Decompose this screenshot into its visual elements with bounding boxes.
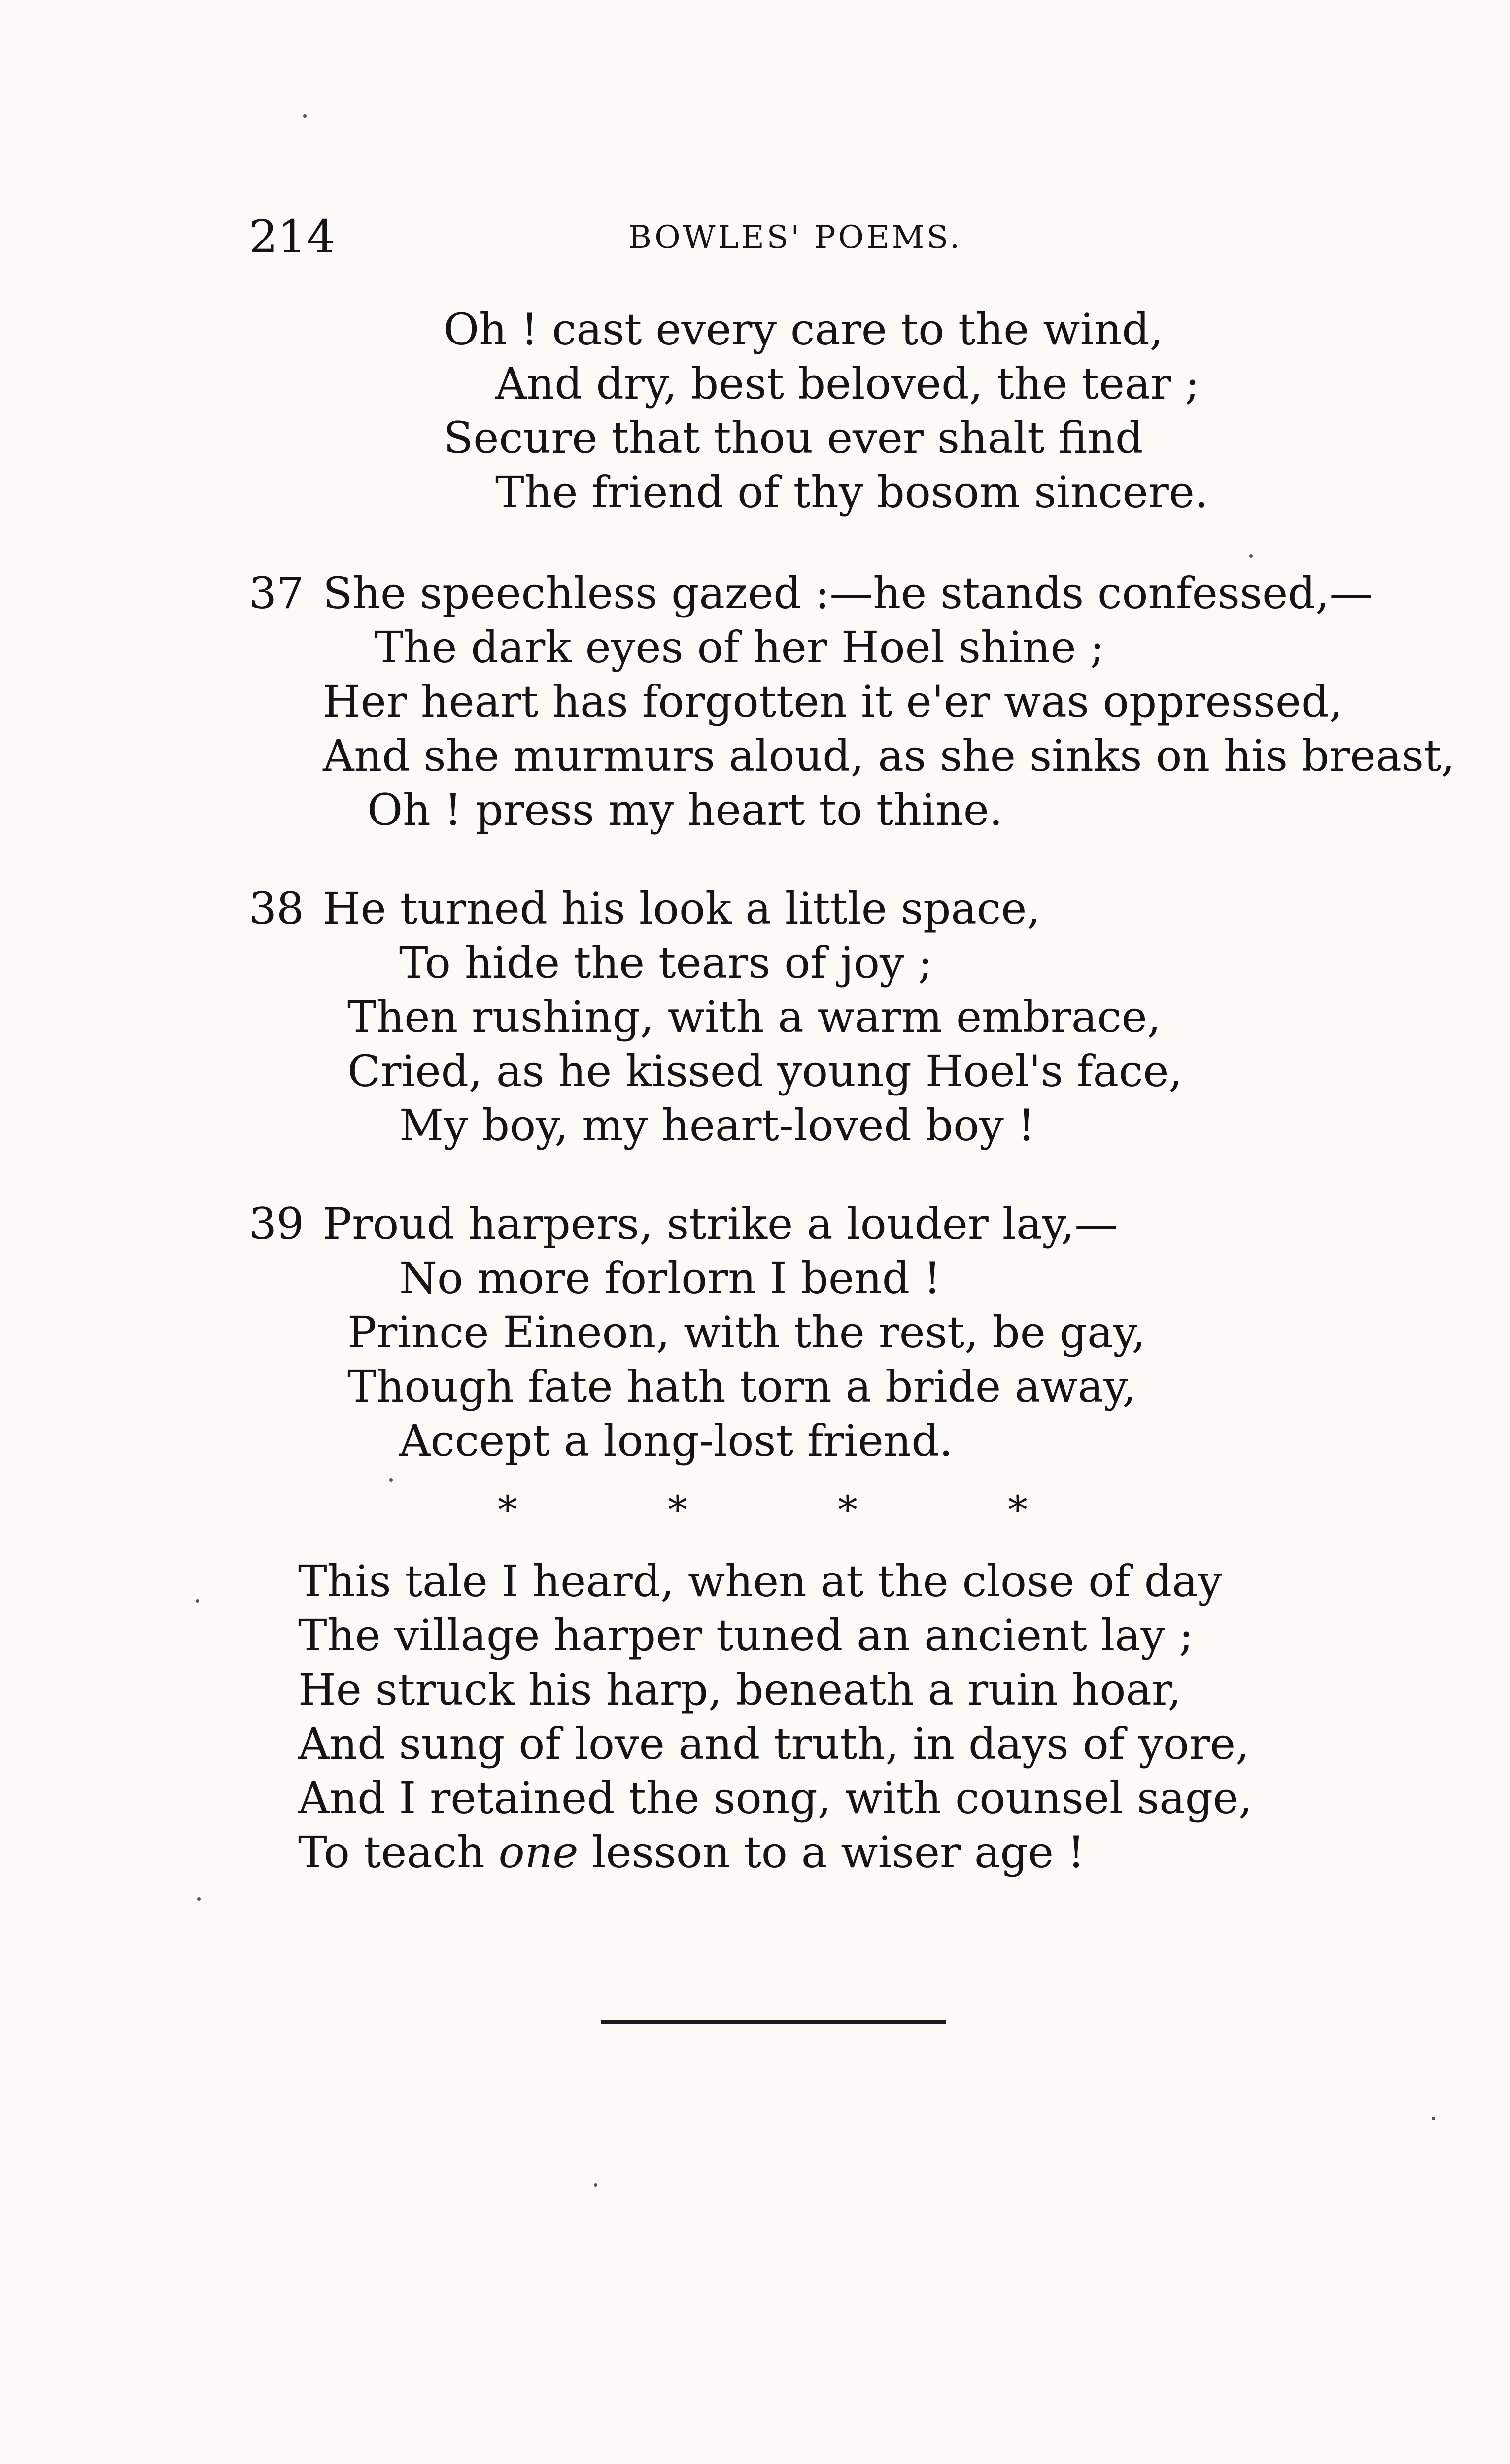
scan-speck xyxy=(196,1599,199,1603)
scan-speck xyxy=(303,114,307,118)
verse-line: Oh ! cast every care to the wind, xyxy=(444,304,1164,355)
verse-line: Though fate hath torn a bride away, xyxy=(347,1361,1136,1412)
scan-speck xyxy=(1432,2117,1435,2120)
verse-line: Secure that thou ever shalt find xyxy=(444,412,1143,463)
scan-speck xyxy=(1249,554,1253,558)
verse-line: Accept a long-lost friend. xyxy=(399,1415,953,1466)
verse-line: Oh ! press my heart to thine. xyxy=(367,785,1003,835)
verse-line: Then rushing, with a warm embrace, xyxy=(347,992,1161,1042)
page-number: 214 xyxy=(249,210,336,263)
separator-asterisk: * xyxy=(498,1487,517,1533)
verse-line: This tale I heard, when at the close of day xyxy=(298,1556,1223,1607)
verse-text: lesson to a wiser age ! xyxy=(578,1827,1085,1878)
verse-line: Prince Eineon, with the rest, be gay, xyxy=(347,1307,1146,1358)
verse-line: The village harper tuned an ancient lay ; xyxy=(298,1610,1194,1661)
verse-line: Proud harpers, strike a louder lay,— xyxy=(323,1198,1118,1249)
verse-line: No more forlorn I bend ! xyxy=(399,1253,941,1303)
stanza-number: 38 xyxy=(249,883,304,934)
separator-asterisk: * xyxy=(838,1487,858,1533)
scan-speck xyxy=(389,1478,393,1482)
stanza-number: 39 xyxy=(249,1198,304,1249)
emphasized-word: one xyxy=(498,1827,579,1878)
separator-asterisk: * xyxy=(1008,1487,1028,1533)
separator-asterisk: * xyxy=(668,1487,687,1533)
verse-line: She speechless gazed :—he stands confessed,— xyxy=(323,568,1373,618)
verse-line: He turned his look a little space, xyxy=(323,883,1041,934)
verse-text: To teach xyxy=(298,1827,499,1878)
verse-line: And she murmurs aloud, as she sinks on his breast, xyxy=(323,730,1455,781)
stanza-number: 37 xyxy=(249,568,304,618)
verse-line: And sung of love and truth, in days of yore, xyxy=(298,1718,1250,1769)
scan-speck xyxy=(197,1897,201,1901)
verse-line: To hide the tears of joy ; xyxy=(399,937,933,988)
running-title: BOWLES' POEMS. xyxy=(628,219,962,256)
scan-speck xyxy=(594,2183,597,2187)
verse-line: Cried, as he kissed young Hoel's face, xyxy=(347,1046,1183,1096)
verse-line: And dry, best beloved, the tear ; xyxy=(495,358,1200,409)
verse-line: The friend of thy bosom sincere. xyxy=(495,467,1208,517)
verse-line: The dark eyes of her Hoel shine ; xyxy=(375,622,1105,673)
verse-line: My boy, my heart-loved boy ! xyxy=(399,1100,1035,1151)
closing-rule xyxy=(601,2020,946,2024)
verse-line: He struck his harp, beneath a ruin hoar, xyxy=(298,1664,1182,1715)
verse-line: Her heart has forgotten it e'er was oppressed, xyxy=(323,676,1343,727)
verse-line-last xyxy=(298,1827,1085,1878)
verse-line: And I retained the song, with counsel sage, xyxy=(298,1773,1253,1823)
